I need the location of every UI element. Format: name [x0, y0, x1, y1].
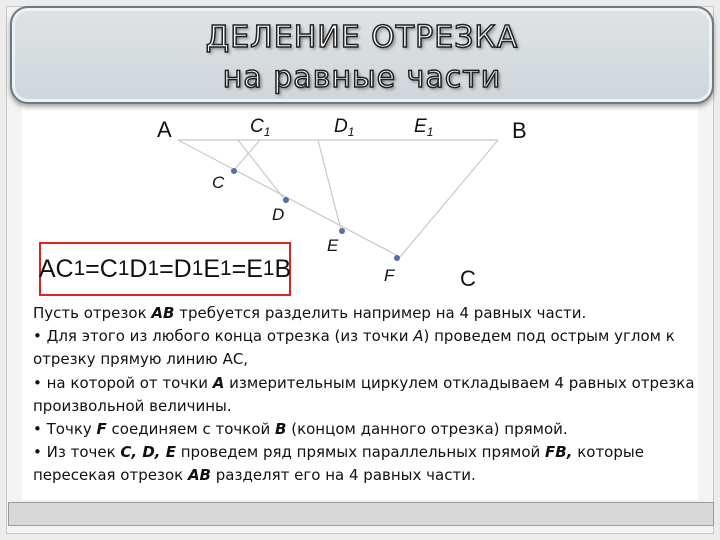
p3-text-c: измерительным циркулем откладываем 4 равных отрезка произвольной величины. — [33, 373, 695, 415]
point-c — [231, 168, 237, 174]
label-e1 — [414, 116, 433, 139]
parallel-line-d — [238, 140, 285, 200]
label-e1-sub: 1 — [426, 125, 434, 139]
point-e — [339, 228, 345, 234]
point-f — [394, 255, 400, 261]
ray-ac — [178, 140, 400, 257]
p2-text-a: • Для этого из любого конца отрезка (из точки — [33, 327, 414, 346]
formula-part-3: D — [129, 254, 148, 283]
p5-emph-ab: AB — [187, 466, 211, 485]
label-c1-letter: C — [250, 116, 264, 137]
p5-text-e: которые пересекая отрезок — [33, 443, 644, 485]
label-e1-letter: E — [414, 116, 427, 137]
p5-emph-fb: FB, — [545, 443, 573, 462]
label-b: B — [512, 118, 527, 143]
parallel-line-c — [234, 140, 260, 170]
p4-text-a: • Точку — [33, 420, 97, 439]
label-d1 — [334, 116, 354, 139]
p2-text-c: ) проведем под острым углом к отрезку прямую линию АС, — [33, 327, 675, 369]
p4-emph-f: F — [96, 420, 107, 439]
p5-emph-cde: C, D, E — [120, 443, 176, 462]
formula-part-1: AC — [38, 254, 74, 283]
formula-part-4: =D — [159, 254, 192, 283]
paragraph-4 — [33, 418, 713, 441]
title-line-1: ДЕЛЕНИЕ ОТРЕЗКА — [205, 20, 519, 55]
p5-text-c: проведем ряд прямых параллельных прямой — [175, 443, 546, 462]
formula-sub-5: 1 — [220, 257, 232, 280]
point-d — [283, 197, 289, 203]
formula-sub-4: 1 — [191, 257, 204, 280]
label-c-large: C — [460, 266, 476, 291]
p4-text-c: соединяем с точкой — [106, 420, 276, 439]
p3-text-a: • на которой от точки — [33, 373, 213, 392]
label-d: D — [272, 205, 285, 224]
formula-part-7: B — [274, 254, 292, 283]
p2-emph-a: A — [413, 327, 424, 346]
p3-emph-a: A — [212, 373, 225, 392]
formula-part-6: =E — [231, 254, 263, 283]
p4-text-e: (концом данного отрезка) прямой. — [286, 420, 568, 439]
title-banner — [10, 6, 714, 104]
p1-text-a: Пусть отрезок — [33, 304, 152, 322]
paragraph-3 — [33, 372, 713, 418]
parallel-line-e — [318, 140, 341, 230]
explanation-text — [33, 302, 713, 488]
p5-text-a: • Из точек — [33, 443, 121, 462]
label-c1-sub: 1 — [263, 125, 271, 139]
paragraph-1 — [33, 302, 713, 325]
label-d1-sub: 1 — [347, 125, 355, 139]
label-d1-letter: D — [334, 116, 348, 137]
formula-sub-3: 1 — [147, 257, 160, 280]
formula-sub-6: 1 — [262, 257, 275, 280]
formula-part-2: =C — [85, 254, 118, 283]
p1-text-c: требуется разделить например на 4 равных части. — [174, 304, 587, 322]
line-fb — [400, 140, 498, 257]
paragraph-5 — [33, 441, 713, 487]
p1-emph-ab: AB — [151, 304, 175, 322]
bottom-bar — [8, 502, 714, 526]
formula-sub-2: 1 — [117, 257, 130, 280]
p4-emph-b: B — [275, 420, 287, 439]
paragraph-2 — [33, 325, 713, 371]
label-c: C — [212, 173, 225, 192]
label-a: A — [157, 117, 172, 142]
p5-text-g: разделят его на 4 равных части. — [211, 466, 476, 485]
formula-part-5: E — [203, 254, 221, 283]
formula-sub-1: 1 — [73, 257, 86, 280]
title-line-2: на равные части — [222, 60, 502, 95]
label-f: F — [384, 266, 395, 285]
label-e: E — [327, 236, 339, 255]
equal-segments-formula — [39, 242, 291, 296]
label-c1 — [250, 116, 270, 139]
